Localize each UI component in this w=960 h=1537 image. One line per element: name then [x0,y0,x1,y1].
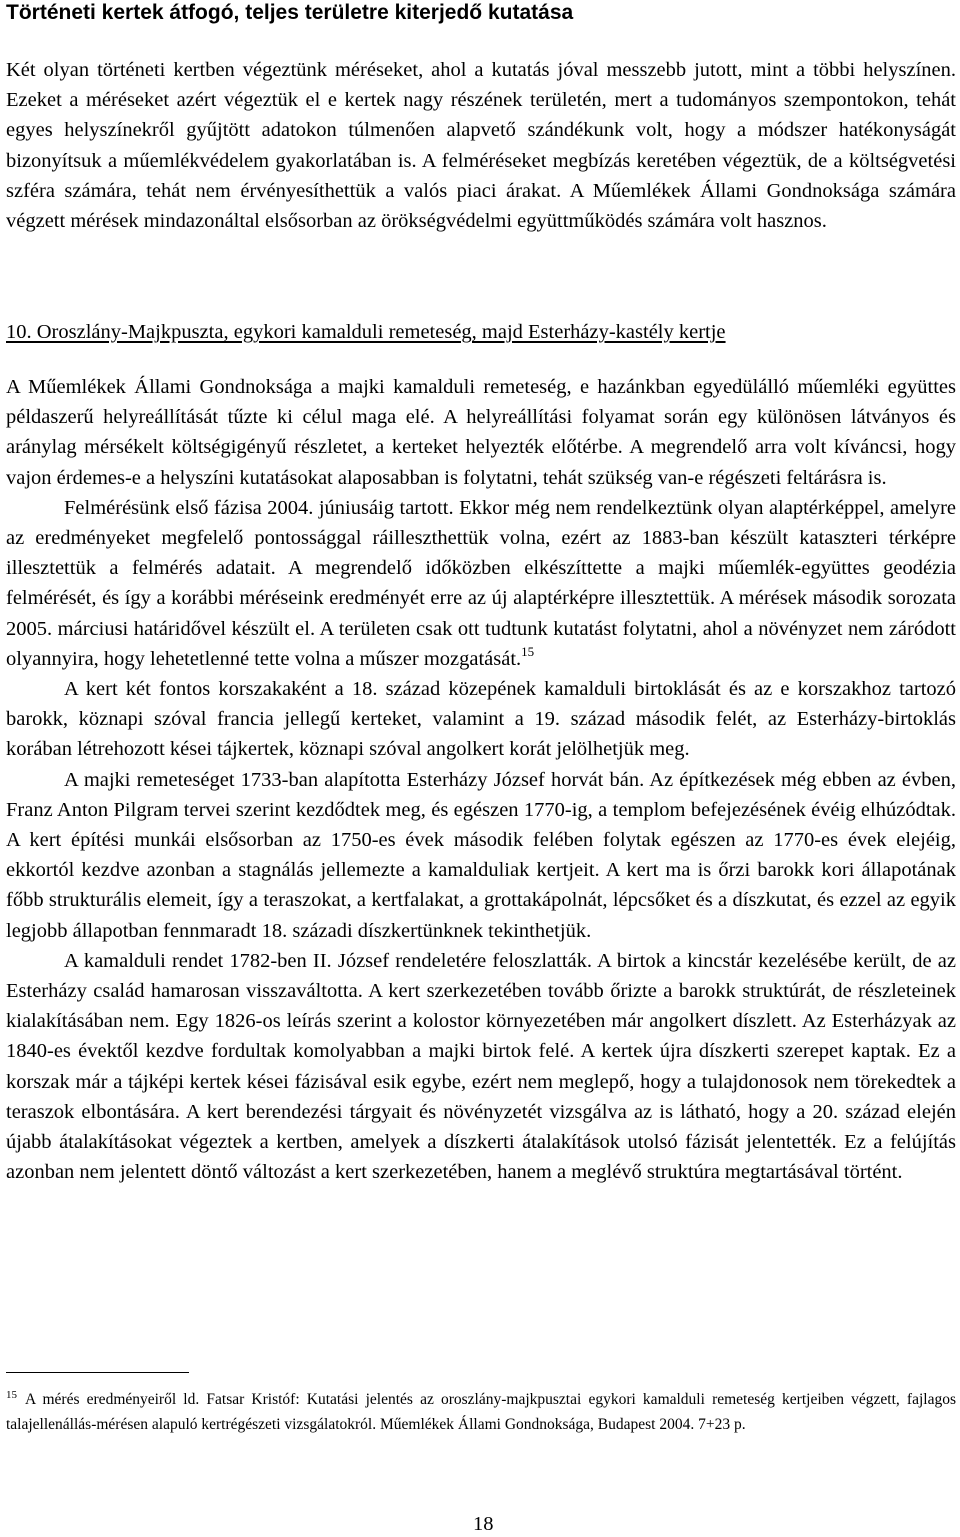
section-body [6,372,956,1187]
paragraph-4: A majki remeteséget 1733-ban alapította Esterházy József horvát bán. Az építkezések még ebben az évben, Franz Anton Pilgram tervei szerint kezdődtek meg, és egészen 1770-ig, a templom befejezésének évéig elhúzódtak. A kert építési munkái elsősorban az 1750-es évek második felében folytak egészen az 1770-es évek elejéig, ekkortól kezdve azonban a stagnálás jellemezte a kamalduliak kertjeit. A kert ma is őrzi barokk kori állapotának főbb strukturális elemeit, így a teraszokat, a kertfalakat, a grottakápolnát, lépcsőket és a díszkutat, és ezzel az egyik legjobb állapotban fennmaradt 18. századi díszkertünknek tekinthetjük. [6,768,956,942]
paragraph-1: A Műemlékek Állami Gondnoksága a majki kamalduli remeteség, e hazánkban egyedülálló műemléki együttes példaszerű helyreállítását tűzte ki célul maga elé. A helyreállítási folyamat során egy különösen látványos és aránylag mérsékelt költségigényű részletet, a kerteket helyezték előtérbe. A megrendelő arra volt kíváncsi, hogy vajon érdemes-e a helyszíni kutatásokat alaposabban is folytatni, tehát szükség van-e régészeti feltárásra is. [6,376,956,489]
page-title: Történeti kertek átfogó, teljes területre kiterjedő kutatása [6,1,574,24]
paragraph-3: A kert két fontos korszakaként a 18. század közepének kamalduli birtoklását és az e korszakhoz tartozó barokk, köznapi szóval francia jellegű kerteket, valamint a 19. század második felét, az Esterházy-birtoklás korában létrehozott kései tájkertek, köznapi szóval angolkert korát jelölhetjük meg. [6,678,956,761]
intro-paragraph: Két olyan történeti kertben végeztünk méréseket, ahol a kutatás jóval messzebb jutott, mint a többi helyszínen. Ezeket a méréseket azért végeztük el e kertek nagy részének területén, mert a tudományos szempontokon, tehát egyes helyszínekről gyűjtött adatokon túlmenően alapvető szándékunk volt, hogy a módszer hatékonyságát bizonyítsuk a műemlékvédelem gyakorlatában is. A felméréseket megbízás keretében végeztük, de a költségvetési szféra számára, tehát nem érvényesíthettük a valós piaci árakat. A Műemlékek Állami Gondnoksága számára végzett mérések mindazonáltal elsősorban az örökségvédelmi együttműködés számára volt hasznos. [6,59,956,233]
paragraph-5: A kamalduli rendet 1782-ben II. József rendeletére feloszlatták. A birtok a kincstár kezelésébe került, de az Esterházy család hamarosan visszaváltotta. A kert szerkezetében tovább őrizte a barokk struktúrát, de részleteinek kialakításában nem. Egy 1826-os leírás szerint a kolostor környezetében már angolkert díszlett. Az Esterházyak az 1840-es évektől kezdve fordultak komolyabban a majki birtok felé. A kertek újra díszkerti szerepet kaptak. Ez a korszak már a tájképi kertek kései fázisával esik egybe, ezért nem meglepő, hogy a tulajdonosok nem törekedtek a teraszok elbontására. A kert berendezési tárgyait és növényzetét vizsgálva az is látható, hogy a 20. század elején újabb átalakításokat végeztek a kertben, amelyek a díszkerti átalakítások utolsó fázisát jelentették. Ez a felújítás azonban nem jelentett döntő változást a kert szerkezetében, hanem a meglévő struktúra megtartásával történt. [6,949,956,1184]
footnote [6,1388,956,1437]
paragraph-2 [6,493,956,674]
intro-block [6,55,956,236]
footnote-divider [6,1372,189,1373]
section-heading: 10. Oroszlány-Majkpuszta, egykori kamalduli remeteség, majd Esterházy-kastély kertje [6,321,726,343]
paragraph-2-text: Felmérésünk első fázisa 2004. júniusáig tartott. Ekkor még nem rendelkeztünk olyan alaptérképpel, amelyre az eredményeket megfelelő pontossággal ráilleszthettük volna, ezért az 1883-ban készült kataszteri térképre illesztettük a felmérés adatait. A megrendelő időközben elkészíttette a majki műemlék-együttes geodézia felmérését, és így a korábbi méréseink eredményét erre az új alaptérképre illesztettük. A mérések második sorozata 2005. márciusi határidővel készült el. A területen csak ott tudtunk kutatást folytatni, ahol a növényzet nem záródott olyannyira, hogy lehetetlenné tette volna a műszer mozgatását. [6,496,956,670]
footnote-number: 15 [6,1389,17,1401]
footnote-reference[interactable]: 15 [521,643,535,659]
footnote-text: A mérés eredményeiről ld. Fatsar Kristóf: Kutatási jelentés az oroszlány-majkpusztai egykori kamalduli remeteség kertjeiben végzett, fajlagos talajellenállás-mérésen alapuló kertrégészeti vizsgálatokról. Műemlékek Állami Gondnoksága, Budapest 2004. 7+23 p. [6,1391,956,1433]
page-number: 18 [473,1513,494,1535]
